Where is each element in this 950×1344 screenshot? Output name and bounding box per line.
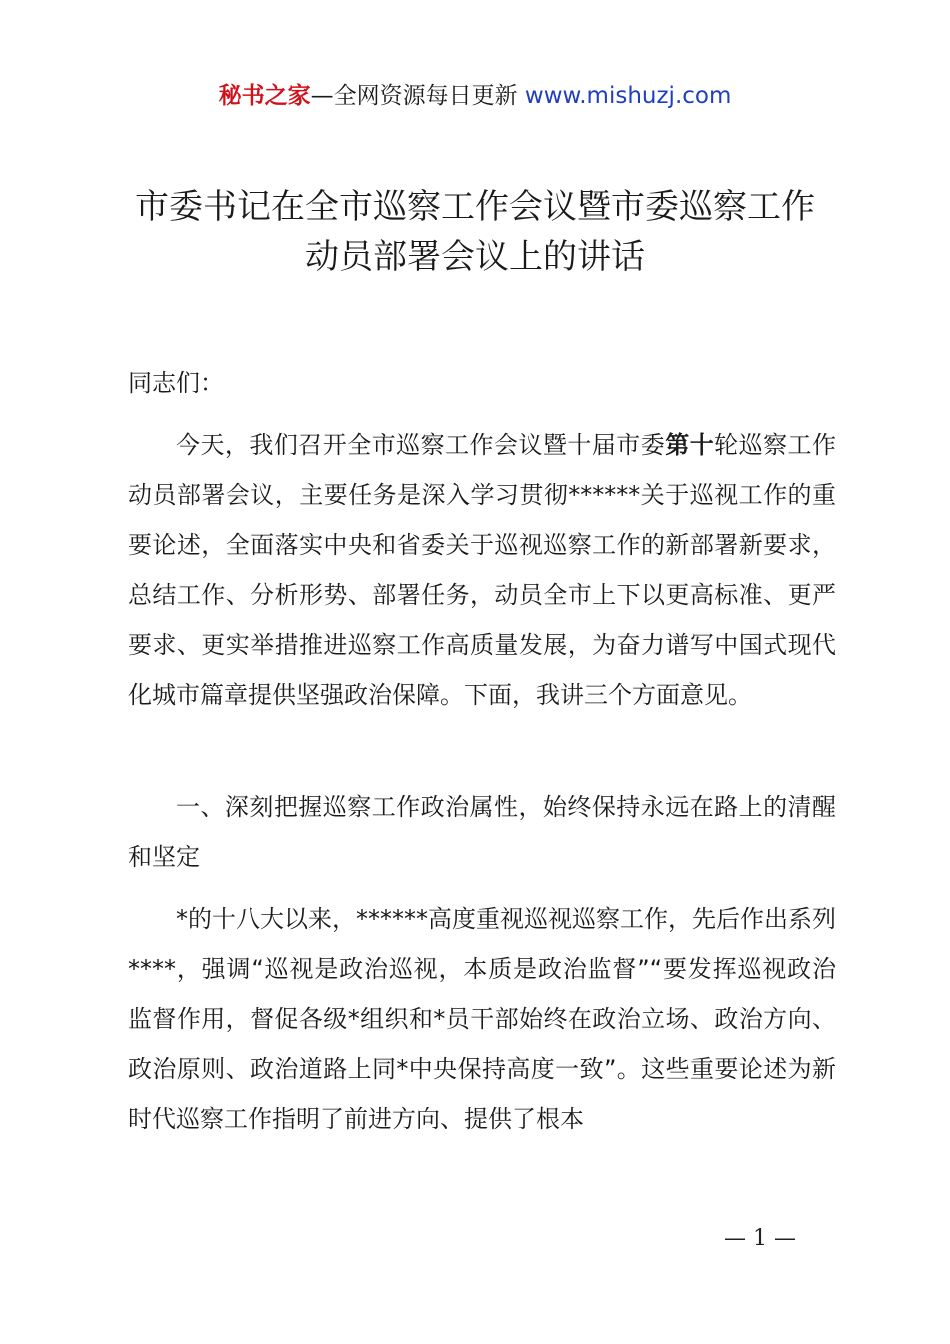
document-title bbox=[60, 182, 890, 282]
document-title-line-1: 市委书记在全市巡察工作会议暨市委巡察工作 bbox=[135, 187, 815, 227]
salutation: 同志们： bbox=[128, 369, 224, 397]
site-header bbox=[0, 80, 950, 112]
section-heading-1: 一、深刻把握巡察工作政治属性，始终保持永远在路上的清醒和坚定 bbox=[128, 793, 836, 871]
document-title-line-2: 动员部署会议上的讲话 bbox=[305, 237, 645, 277]
site-brand: 秘书之家 bbox=[218, 83, 311, 109]
paragraph-intro-rest: 轮巡察工作动员部署会议，主要任务是深入学习贯彻******关于巡视工作的重要论述，全面落实中央和省委关于巡视巡察工作的新部署新要求，总结工作、分析形势、部署任务，动员全市上下以更高标准、更严要求、更实举措推进巡察工作高质量发展，为奋力谱写中国式现代化城市篇章提供坚强政治保障。下面，我讲三个方面意见。 bbox=[128, 431, 837, 709]
paragraph-intro bbox=[128, 420, 836, 720]
paragraph-intro-start: 今天，我们召开全市巡察工作会议暨十届市委 bbox=[176, 431, 666, 459]
paragraph-section-1: *的十八大以来，******高度重视巡视巡察工作，先后作出系列****，强调“巡视是政治巡视，本质是政治监督”“要发挥巡视政治监督作用，督促各级*组织和*员干部始终在政治立场、政治方向、政治原则、政治道路上同*中央保持高度一致”。这些重要论述为新时代巡察工作指明了前进方向、提供了根本 bbox=[128, 905, 836, 1133]
paragraph-intro-bold: 第十 bbox=[665, 431, 715, 459]
site-tagline: —全网资源每日更新 bbox=[310, 83, 525, 109]
site-url: www.mishuzj.com bbox=[524, 83, 732, 109]
page-number: — 1 — bbox=[724, 1226, 796, 1251]
